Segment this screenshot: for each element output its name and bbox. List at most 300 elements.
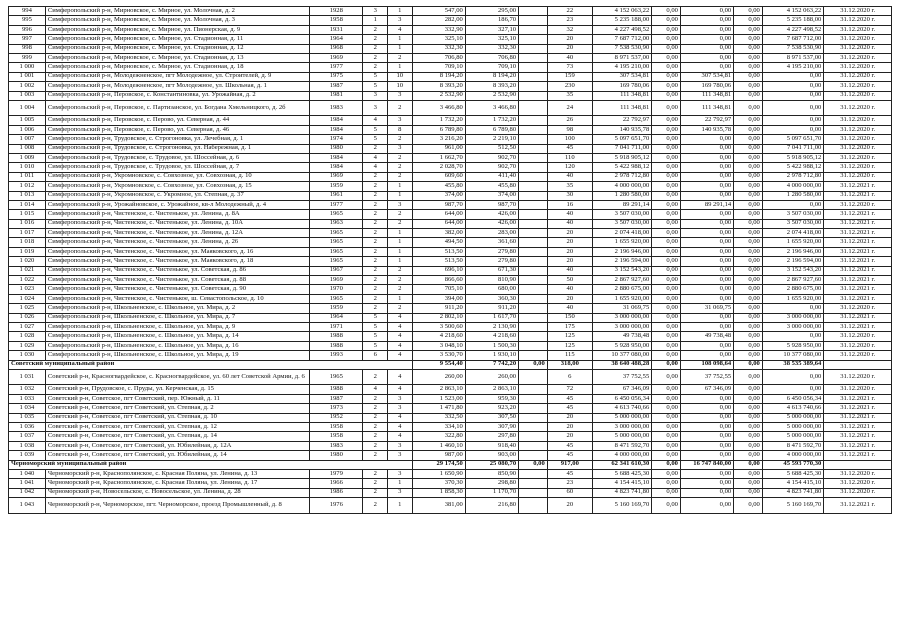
entrances-cell: 1	[388, 191, 413, 200]
fund-cost-cell: 0,00	[652, 53, 681, 62]
living-area-cell: 1 930,10	[465, 351, 518, 360]
total-cost-cell: 5 928 950,00	[592, 341, 651, 350]
residents-cell: 35	[547, 91, 592, 100]
residents-cell: 230	[547, 82, 592, 91]
living-area-cell: 6 789,80	[465, 125, 518, 134]
fund-cost-cell: 0,00	[652, 285, 681, 294]
address-cell: Симферопольский р-н, Мирновское, с. Мирное, ул. Стадионная, д. 13	[45, 53, 309, 62]
total-area-cell: 1 471,80	[412, 404, 465, 413]
total-cost-cell: 169 780,06	[592, 82, 651, 91]
residents-cell: 45	[547, 469, 592, 478]
residents-cell: 20	[547, 423, 592, 432]
fund-cost-cell: 0,00	[652, 451, 681, 460]
residents-cell: 20	[547, 238, 592, 247]
residents-cell: 60	[547, 488, 592, 497]
living-area-cell: 850,90	[465, 469, 518, 478]
floors-cell: 2	[363, 144, 388, 153]
fund-cost-cell: 0,00	[652, 125, 681, 134]
budget-cost-cell: 0,00	[680, 488, 733, 497]
total-cost-cell: 4 152 063,22	[592, 7, 651, 16]
residents-cell: 24	[547, 100, 592, 116]
row-number: 1 015	[9, 210, 46, 219]
row-number: 1 031	[9, 369, 46, 385]
owners-cost-cell: 38 535 389,64	[762, 360, 823, 369]
address-cell: Советский р-н, Советское, пгт Советский, ул. Степная, д. 12	[45, 423, 309, 432]
table-row	[9, 341, 892, 350]
address-cell: Симферопольский р-н, Мирновское, с. Мирное, ул. Молочная, д. 2	[45, 7, 309, 16]
year-cell: 1977	[310, 63, 363, 72]
residents-cell: 40	[547, 53, 592, 62]
extra-area-cell	[519, 498, 548, 514]
total-cost-cell: 5 000 000,00	[592, 432, 651, 441]
floors-cell: 2	[363, 404, 388, 413]
row-number: 996	[9, 25, 46, 34]
total-area-cell: 334,10	[412, 423, 465, 432]
total-cost-cell: 1 655 920,00	[592, 238, 651, 247]
total-cost-cell: 4 613 740,66	[592, 404, 651, 413]
extra-area-cell	[519, 257, 548, 266]
total-area-cell: 6 789,80	[412, 125, 465, 134]
entrances-cell: 4	[388, 413, 413, 422]
total-cost-cell: 5 422 988,12	[592, 163, 651, 172]
total-area-cell: 987,00	[412, 451, 465, 460]
table-row	[9, 385, 892, 394]
total-area-cell: 911,20	[412, 304, 465, 313]
year-cell: 1969	[310, 276, 363, 285]
living-area-cell: 706,80	[465, 53, 518, 62]
local-cost-cell: 0,00	[734, 488, 763, 497]
budget-cost-cell: 0,00	[680, 479, 733, 488]
local-cost-cell: 0,00	[734, 332, 763, 341]
local-cost-cell: 0,00	[734, 360, 763, 369]
fund-cost-cell: 0,00	[652, 441, 681, 450]
extra-area-cell: 0,00	[519, 460, 548, 469]
table-row	[9, 332, 892, 341]
entrances-cell: 2	[388, 135, 413, 144]
deadline-cell: 31.12.2020 г.	[824, 7, 892, 16]
table-row	[9, 163, 892, 172]
table-row	[9, 313, 892, 322]
deadline-cell: 31.12.2020 г.	[824, 153, 892, 162]
year-cell: 1983	[310, 441, 363, 450]
owners-cost-cell: 0,00	[762, 200, 823, 209]
residents-cell: 120	[547, 163, 592, 172]
fund-cost-cell: 0,00	[652, 163, 681, 172]
row-number: 1 040	[9, 469, 46, 478]
owners-cost-cell: 7 041 711,00	[762, 144, 823, 153]
table-row	[9, 229, 892, 238]
year-cell: 1965	[310, 294, 363, 303]
address-cell: Симферопольский р-н, Мирновское, с. Мирное, ул. Стадионная, д. 11	[45, 35, 309, 44]
address-cell: Симферопольский р-н, Школьненское, с. Школьное, ул. Мира, д. 2	[45, 304, 309, 313]
local-cost-cell: 0,00	[734, 460, 763, 469]
table-row	[9, 82, 892, 91]
row-number: 1 000	[9, 63, 46, 72]
residents-cell: 40	[547, 304, 592, 313]
year-cell: 1980	[310, 144, 363, 153]
total-area-cell: 322,80	[412, 432, 465, 441]
address-cell: Симферопольский р-н, Чистенское, с. Чистенькое, ул. Советская, д. 90	[45, 285, 309, 294]
table-row	[9, 210, 892, 219]
address-cell: Симферопольский р-н, Школьненское, с. Школьное, ул. Мира, д. 14	[45, 332, 309, 341]
table-row	[9, 323, 892, 332]
extra-area-cell	[519, 469, 548, 478]
budget-cost-cell: 0,00	[680, 294, 733, 303]
year-cell: 1987	[310, 394, 363, 403]
total-cost-cell: 7 041 711,00	[592, 144, 651, 153]
entrances-cell: 10	[388, 82, 413, 91]
deadline-cell: 31.12.2021 г.	[824, 423, 892, 432]
deadline-cell: 31.12.2021 г.	[824, 498, 892, 514]
living-area-cell: 4 218,60	[465, 332, 518, 341]
fund-cost-cell: 0,00	[652, 219, 681, 228]
entrances-cell: 1	[388, 479, 413, 488]
table-row	[9, 488, 892, 497]
total-area-cell: 696,10	[412, 266, 465, 275]
address-cell: Симферопольский р-н, Мирновское, с. Мирное, ул. Стадионная, д. 18	[45, 63, 309, 72]
extra-area-cell	[519, 351, 548, 360]
residents-cell: 40	[547, 172, 592, 181]
local-cost-cell: 0,00	[734, 294, 763, 303]
total-cost-cell: 2 074 418,00	[592, 229, 651, 238]
total-area-cell: 374,00	[412, 191, 465, 200]
year-cell: 1931	[310, 25, 363, 34]
extra-area-cell	[519, 144, 548, 153]
table-row	[9, 172, 892, 181]
local-cost-cell: 0,00	[734, 200, 763, 209]
total-area-cell: 1 523,00	[412, 394, 465, 403]
owners-cost-cell: 3 507 030,00	[762, 210, 823, 219]
budget-cost-cell: 0,00	[680, 35, 733, 44]
extra-area-cell	[519, 116, 548, 125]
residents-cell: 20	[547, 498, 592, 514]
local-cost-cell: 0,00	[734, 135, 763, 144]
floors-cell: 2	[363, 423, 388, 432]
residents-cell: 917,00	[547, 460, 592, 469]
deadline-cell: 31.12.2020 г.	[824, 469, 892, 478]
fund-cost-cell: 0,00	[652, 276, 681, 285]
total-cost-cell: 67 346,09	[592, 385, 651, 394]
deadline-cell: 31.12.2020 г.	[824, 200, 892, 209]
total-area-cell: 3 530,70	[412, 351, 465, 360]
floors-cell: 2	[363, 44, 388, 53]
address-cell: Симферопольский р-н, Чистенское, с. Чистенькое, ул. Маяковского, д. 16	[45, 247, 309, 256]
local-cost-cell: 0,00	[734, 441, 763, 450]
living-area-cell: 2 130,90	[465, 323, 518, 332]
budget-cost-cell: 0,00	[680, 16, 733, 25]
entrances-cell: 4	[388, 25, 413, 34]
budget-cost-cell: 0,00	[680, 441, 733, 450]
total-area-cell: 1 460,10	[412, 441, 465, 450]
local-cost-cell: 0,00	[734, 63, 763, 72]
budget-cost-cell: 16 747 840,00	[680, 460, 733, 469]
local-cost-cell: 0,00	[734, 219, 763, 228]
deadline-cell: 31.12.2020 г.	[824, 63, 892, 72]
owners-cost-cell: 1 655 920,00	[762, 294, 823, 303]
floors-cell: 2	[363, 441, 388, 450]
address-cell: Симферопольский р-н, Чистенское, с. Чистенькое, ул. Маяковского, д. 18	[45, 257, 309, 266]
budget-cost-cell: 0,00	[680, 247, 733, 256]
address-cell: Советский р-н, Советское, пгт Советский, ул. Юбилейная, д. 14	[45, 451, 309, 460]
row-number: 997	[9, 35, 46, 44]
deadline-cell: 31.12.2021 г.	[824, 219, 892, 228]
year-cell: 1973	[310, 404, 363, 413]
fund-cost-cell: 0,00	[652, 247, 681, 256]
deadline-cell: 31.12.2020 г.	[824, 135, 892, 144]
owners-cost-cell: 3 152 543,20	[762, 266, 823, 275]
total-cost-cell: 5 235 188,00	[592, 16, 651, 25]
owners-cost-cell: 0,00	[762, 125, 823, 134]
local-cost-cell: 0,00	[734, 53, 763, 62]
table-row	[9, 479, 892, 488]
owners-cost-cell: 8 971 537,00	[762, 53, 823, 62]
floors-cell: 5	[363, 332, 388, 341]
fund-cost-cell: 0,00	[652, 323, 681, 332]
fund-cost-cell: 0,00	[652, 229, 681, 238]
entrances-cell: 2	[388, 219, 413, 228]
entrances-cell: 1	[388, 294, 413, 303]
deadline-cell: 31.12.2021 г.	[824, 210, 892, 219]
owners-cost-cell: 7 538 530,90	[762, 44, 823, 53]
total-cost-cell: 2 978 712,80	[592, 172, 651, 181]
address-cell: Симферопольский р-н, Молодежненское, пгт Молодежное, ул. Школьная, д. 1	[45, 82, 309, 91]
deadline-cell: 31.12.2021 г.	[824, 182, 892, 191]
floors-cell: 2	[363, 257, 388, 266]
extra-area-cell	[519, 135, 548, 144]
year-cell: 1976	[310, 498, 363, 514]
total-cost-cell: 307 534,81	[592, 72, 651, 81]
year-cell: 1959	[310, 182, 363, 191]
local-cost-cell: 0,00	[734, 341, 763, 350]
extra-area-cell	[519, 16, 548, 25]
total-cost-cell: 89 291,14	[592, 200, 651, 209]
table-row	[9, 394, 892, 403]
budget-cost-cell: 111 348,81	[680, 100, 733, 116]
fund-cost-cell: 0,00	[652, 135, 681, 144]
row-number: 1 012	[9, 182, 46, 191]
floors-cell: 3	[363, 7, 388, 16]
owners-cost-cell: 4 000 000,00	[762, 451, 823, 460]
total-area-cell: 1 732,20	[412, 116, 465, 125]
fund-cost-cell: 0,00	[652, 100, 681, 116]
residents-cell: 20	[547, 294, 592, 303]
year-cell: 1986	[310, 488, 363, 497]
table-row	[9, 413, 892, 422]
local-cost-cell: 0,00	[734, 229, 763, 238]
owners-cost-cell: 4 823 741,80	[762, 488, 823, 497]
fund-cost-cell: 0,00	[652, 82, 681, 91]
address-cell: Симферопольский р-н, Чистенское, с. Чистенькое, ул. Ленина, д. 26	[45, 238, 309, 247]
living-area-cell: 279,80	[465, 247, 518, 256]
local-cost-cell: 0,00	[734, 82, 763, 91]
floors-cell: 5	[363, 135, 388, 144]
total-cost-cell: 38 640 488,28	[592, 360, 651, 369]
row-number: 1 026	[9, 313, 46, 322]
entrances-cell: 3	[388, 16, 413, 25]
total-area-cell: 394,00	[412, 294, 465, 303]
fund-cost-cell: 0,00	[652, 7, 681, 16]
table-row	[9, 16, 892, 25]
fund-cost-cell: 0,00	[652, 182, 681, 191]
local-cost-cell: 0,00	[734, 304, 763, 313]
local-cost-cell: 0,00	[734, 404, 763, 413]
entrances-cell: 1	[388, 229, 413, 238]
row-number: 999	[9, 53, 46, 62]
living-area-cell: 7 742,20	[465, 360, 518, 369]
extra-area-cell	[519, 63, 548, 72]
table-row	[9, 125, 892, 134]
floors-cell: 5	[363, 72, 388, 81]
address-cell: Советский р-н, Советское, пгт Советский, ул. Юбилейная, д. 12А	[45, 441, 309, 450]
owners-cost-cell: 5 928 950,00	[762, 341, 823, 350]
floors-cell: 2	[363, 210, 388, 219]
entrances-cell: 2	[388, 172, 413, 181]
extra-area-cell	[519, 451, 548, 460]
row-number: 1 013	[9, 191, 46, 200]
deadline-cell: 31.12.2020 г.	[824, 488, 892, 497]
total-cost-cell: 4 154 415,10	[592, 479, 651, 488]
floors-cell: 3	[363, 91, 388, 100]
extra-area-cell	[519, 404, 548, 413]
total-area-cell: 709,10	[412, 63, 465, 72]
deadline-cell: 31.12.2020 г.	[824, 385, 892, 394]
extra-area-cell	[519, 341, 548, 350]
extra-area-cell	[519, 72, 548, 81]
deadline-cell: 31.12.2021 г.	[824, 451, 892, 460]
local-cost-cell: 0,00	[734, 266, 763, 275]
fund-cost-cell: 0,00	[652, 413, 681, 422]
table-row	[9, 432, 892, 441]
address-cell: Симферопольский р-н, Школьненское, с. Школьное, ул. Мира, д. 19	[45, 351, 309, 360]
owners-cost-cell: 2 196 946,00	[762, 247, 823, 256]
address-cell: Симферопольский р-н, Мирновское, с. Мирное, ул. Стадионная, д. 12	[45, 44, 309, 53]
budget-cost-cell: 0,00	[680, 323, 733, 332]
total-cost-cell: 10 377 080,00	[592, 351, 651, 360]
budget-cost-cell: 0,00	[680, 404, 733, 413]
total-area-cell: 3 466,80	[412, 100, 465, 116]
table-row	[9, 498, 892, 514]
fund-cost-cell: 0,00	[652, 238, 681, 247]
entrances-cell: 3	[388, 469, 413, 478]
deadline-cell: 31.12.2021 г.	[824, 247, 892, 256]
address-cell: Симферопольский р-н, Перовское, с. Перово, ул. Северная, д. 44	[45, 116, 309, 125]
local-cost-cell: 0,00	[734, 125, 763, 134]
living-area-cell: 911,20	[465, 304, 518, 313]
entrances-cell: 3	[388, 116, 413, 125]
floors-cell: 2	[363, 63, 388, 72]
budget-cost-cell: 0,00	[680, 285, 733, 294]
living-area-cell: 297,80	[465, 432, 518, 441]
year-cell: 1958	[310, 16, 363, 25]
fund-cost-cell: 0,00	[652, 313, 681, 322]
fund-cost-cell: 0,00	[652, 498, 681, 514]
entrances-cell: 2	[388, 100, 413, 116]
floors-cell: 4	[363, 385, 388, 394]
deadline-cell: 31.12.2021 г.	[824, 276, 892, 285]
entrances-cell: 3	[388, 394, 413, 403]
extra-area-cell	[519, 191, 548, 200]
year-cell: 1975	[310, 72, 363, 81]
residents-cell: 35	[547, 182, 592, 191]
total-cost-cell: 49 738,48	[592, 332, 651, 341]
address-cell: Симферопольский р-н, Перовское, с. Партизанское, ул. Богдана Хмельницкого, д. 2б	[45, 100, 309, 116]
table-row	[9, 135, 892, 144]
fund-cost-cell: 0,00	[652, 257, 681, 266]
district-summary-row	[9, 360, 892, 369]
extra-area-cell	[519, 369, 548, 385]
total-cost-cell: 4 000 000,00	[592, 182, 651, 191]
living-area-cell: 959,30	[465, 394, 518, 403]
owners-cost-cell: 2 978 712,80	[762, 172, 823, 181]
year-cell: 1968	[310, 44, 363, 53]
table-row	[9, 304, 892, 313]
local-cost-cell: 0,00	[734, 144, 763, 153]
year-cell: 1965	[310, 210, 363, 219]
total-cost-cell: 5 160 169,70	[592, 498, 651, 514]
table-row	[9, 266, 892, 275]
residents-cell: 26	[547, 116, 592, 125]
entrances-cell: 2	[388, 210, 413, 219]
living-area-cell: 298,80	[465, 479, 518, 488]
row-number: 1 009	[9, 153, 46, 162]
fund-cost-cell: 0,00	[652, 369, 681, 385]
total-cost-cell: 5 000 000,00	[592, 413, 651, 422]
budget-cost-cell: 0,00	[680, 53, 733, 62]
fund-cost-cell: 0,00	[652, 210, 681, 219]
entrances-cell: 4	[388, 432, 413, 441]
residents-cell: 20	[547, 229, 592, 238]
extra-area-cell	[519, 238, 548, 247]
total-area-cell: 3 048,10	[412, 341, 465, 350]
address-cell: Симферопольский р-н, Чистенское, с. Чистенькое, ул. Советская, д. 86	[45, 266, 309, 275]
floors-cell: 5	[363, 323, 388, 332]
residents-cell: 20	[547, 257, 592, 266]
year-cell: 1983	[310, 100, 363, 116]
local-cost-cell: 0,00	[734, 385, 763, 394]
address-cell: Черноморский р-н, Черноморское, пгт. Черноморское, проезд Промышленный, д. 8	[45, 498, 309, 514]
owners-cost-cell: 0,00	[762, 116, 823, 125]
living-area-cell: 374,00	[465, 191, 518, 200]
entrances-cell: 2	[388, 266, 413, 275]
local-cost-cell: 0,00	[734, 423, 763, 432]
living-area-cell: 2 219,10	[465, 135, 518, 144]
district-name-cell: Черноморский муниципальный район	[9, 460, 413, 469]
residents-cell: 150	[547, 313, 592, 322]
budget-cost-cell: 0,00	[680, 25, 733, 34]
fund-cost-cell: 0,00	[652, 360, 681, 369]
total-cost-cell: 4 227 498,52	[592, 25, 651, 34]
residents-cell: 72	[547, 385, 592, 394]
floors-cell: 2	[363, 394, 388, 403]
row-number: 1 006	[9, 125, 46, 134]
total-cost-cell: 2 867 927,60	[592, 276, 651, 285]
floors-cell: 5	[363, 341, 388, 350]
entrances-cell: 4	[388, 423, 413, 432]
table-row	[9, 276, 892, 285]
extra-area-cell	[519, 91, 548, 100]
total-cost-cell: 7 538 530,90	[592, 44, 651, 53]
row-number: 1 008	[9, 144, 46, 153]
entrances-cell: 3	[388, 91, 413, 100]
local-cost-cell: 0,00	[734, 16, 763, 25]
extra-area-cell	[519, 432, 548, 441]
row-number: 1 002	[9, 82, 46, 91]
year-cell: 1988	[310, 332, 363, 341]
budget-cost-cell: 0,00	[680, 135, 733, 144]
budget-cost-cell: 37 752,55	[680, 369, 733, 385]
table-row	[9, 25, 892, 34]
total-area-cell: 381,00	[412, 498, 465, 514]
